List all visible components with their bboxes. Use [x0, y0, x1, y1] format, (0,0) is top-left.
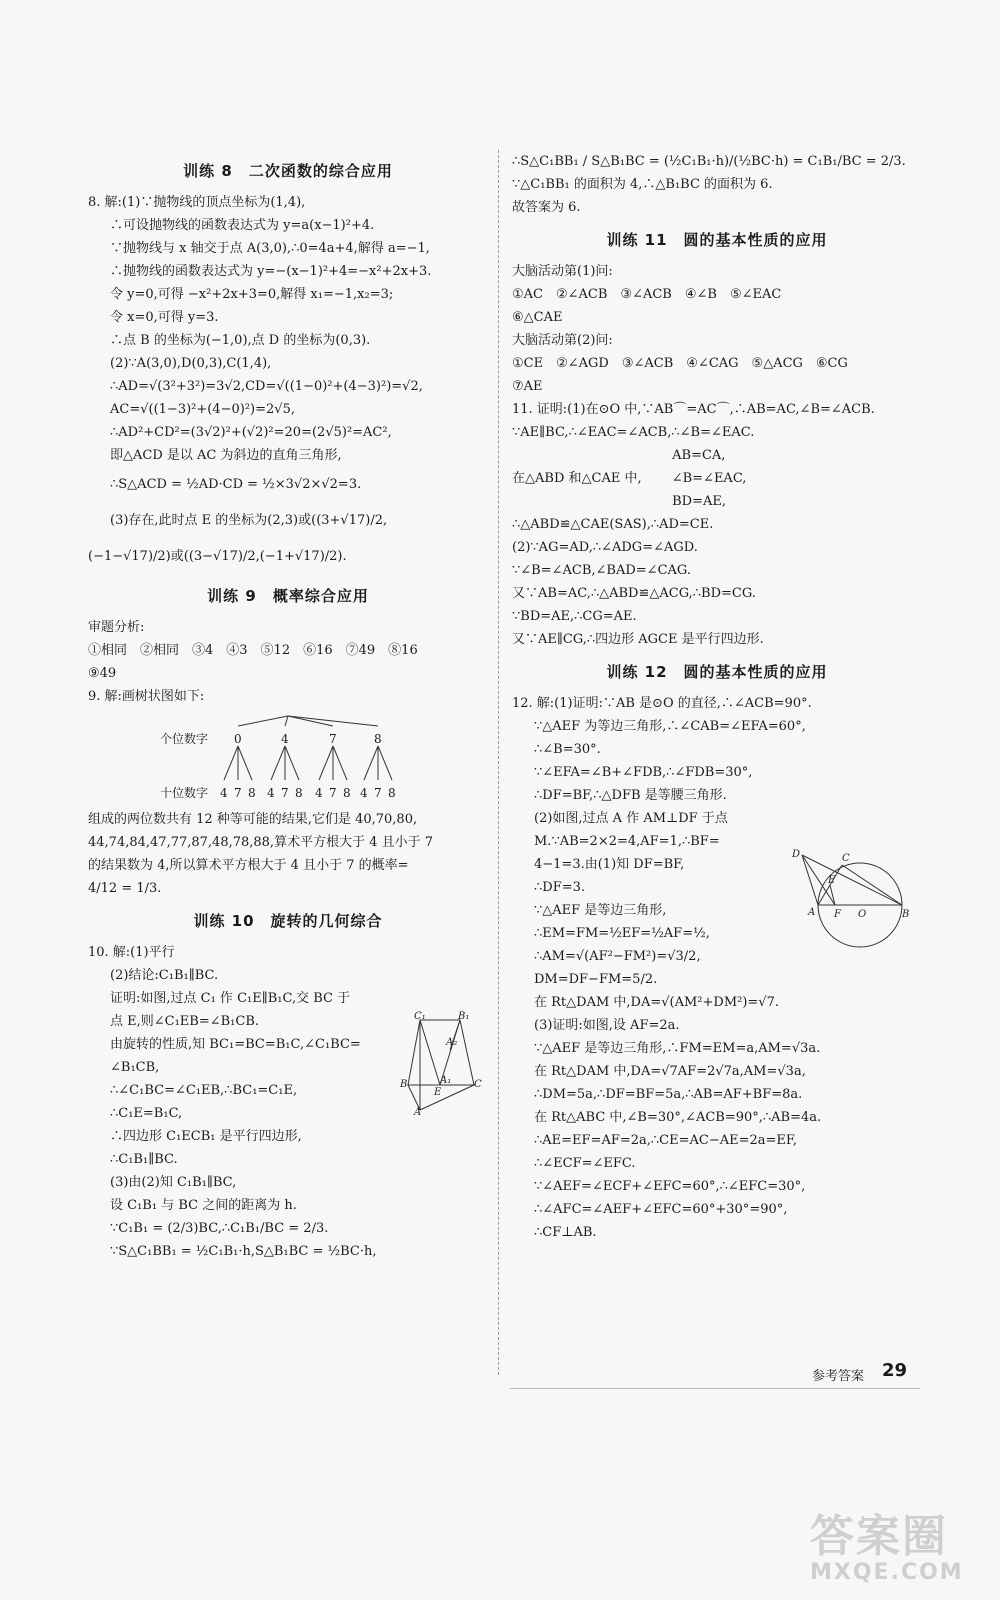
- tree-bottom-node: 8: [388, 786, 396, 800]
- text-line: ∵S△C₁BB₁ = ½C₁B₁·h,S△B₁BC = ½BC·h,: [110, 1244, 377, 1259]
- tree-diagram: [88, 712, 488, 804]
- tree-bottom-node: 8: [295, 786, 303, 800]
- tree-bottom-node: 4: [360, 786, 368, 800]
- figure-point-label: A₁: [440, 1075, 452, 1086]
- text-line: ∴点 B 的坐标为(−1,0),点 D 的坐标为(0,3).: [110, 333, 371, 348]
- watermark: [810, 1500, 964, 1585]
- figure-point-label: A: [414, 1107, 422, 1118]
- text-line: ⑥△CAE: [512, 310, 563, 325]
- text-line: ①相同 ②相同 ③4 ④3 ⑤12 ⑥16 ⑦49 ⑧16: [88, 643, 418, 658]
- text-line: 9. 解:画树状图如下:: [88, 689, 205, 704]
- section-title-12: 训练 12 圆的基本性质的应用: [606, 663, 828, 681]
- text-line: ∵抛物线与 x 轴交于点 A(3,0),∴0=4a+4,解得 a=−1,: [110, 241, 430, 256]
- section-10-continued: [512, 150, 922, 219]
- right-column: [512, 150, 922, 1244]
- tree-top-node: 4: [281, 732, 289, 746]
- figure-point-label: B: [400, 1079, 408, 1090]
- text-line: (2)∵AG=AD,∴∠ADG=∠AGD.: [512, 540, 698, 555]
- text-line: ①CE ②∠AGD ③∠ACB ④∠CAG ⑤△ACG ⑥CG: [512, 356, 848, 371]
- text-line: M.∵AB=2×2=4,AF=1,∴BF=: [534, 834, 720, 849]
- text-line: 故答案为 6.: [512, 200, 581, 215]
- tree-bottom-label: 十位数字: [160, 786, 209, 800]
- text-line: ∵∠EFA=∠B+∠FDB,∴∠FDB=30°,: [534, 765, 753, 780]
- text-line: 大脑活动第(1)问:: [512, 264, 613, 279]
- text-line: ∴∠C₁BC=∠C₁EB,∴BC₁=C₁E,: [110, 1083, 298, 1098]
- text-line: ∴AD²+CD²=(3√2)²+(√2)²=20=(2√5)²=AC²,: [110, 425, 392, 440]
- text-line: AC=√((1−3)²+(4−0)²)=2√5,: [110, 402, 295, 417]
- figure-point-label: D: [792, 849, 801, 860]
- circle-figure: [790, 845, 910, 945]
- figure-point-label: E: [828, 875, 836, 886]
- text-line: ∴DF=3.: [534, 880, 586, 895]
- figure-point-label: B: [902, 909, 910, 920]
- text-line: 11. 证明:(1)在⊙O 中,∵AB⌒=AC⌒,∴AB=AC,∠B=∠ACB.: [512, 402, 875, 417]
- text-line: ⑦AE: [512, 379, 543, 394]
- q3-line-1: (3)存在,此时点 E 的坐标为(2,3)或((3+√17)/2,: [110, 513, 388, 528]
- text-line: 证明:如图,过点 C₁ 作 C₁E∥B₁C,交 BC 于: [110, 991, 351, 1006]
- figure-point-label: O: [858, 909, 867, 920]
- text-line: ∴抛物线的函数表达式为 y=−(x−1)²+4=−x²+2x+3.: [110, 264, 432, 279]
- figure-point-label: A₂: [446, 1037, 458, 1048]
- text-line: ∴AD=√(3²+3²)=3√2,CD=√((1−0)²+(4−3)²)=√2,: [110, 379, 423, 394]
- text-line: ∴AM=√(AF²−FM²)=√3/2,: [534, 949, 701, 964]
- text-line: 4/12 = 1/3.: [88, 881, 162, 896]
- tree-bottom-node: 7: [374, 786, 382, 800]
- area-line: ∴S△ACD = ½AD·CD = ½×3√2×√2=3.: [110, 477, 362, 492]
- text-line: ∵△AEF 是等边三角形,∴FM=EM=a,AM=√3a.: [534, 1041, 821, 1056]
- q3-line-2: (−1−√17)/2)或((3−√17)/2,(−1+√17)/2).: [88, 549, 347, 564]
- text-line: 即△ACD 是以 AC 为斜边的直角三角形,: [110, 448, 342, 463]
- figure-point-label: C: [474, 1079, 482, 1090]
- text-line: 令 x=0,可得 y=3.: [110, 310, 219, 325]
- column-divider: [498, 150, 499, 1375]
- figure-point-label: A: [808, 907, 816, 918]
- text-line: ∵AE∥BC,∴∠EAC=∠ACB,∴∠B=∠EAC.: [512, 425, 755, 440]
- text-line: ∵∠AEF=∠ECF+∠EFC=60°,∴∠EFC=30°,: [534, 1179, 806, 1194]
- tree-bottom-node: 4: [315, 786, 323, 800]
- text-line: 又∵AB=AC,∴△ABD≌△ACG,∴BD=CG.: [512, 586, 756, 601]
- tree-bottom-node: 4: [220, 786, 228, 800]
- text-line: ∵BD=AE,∴CG=AE.: [512, 609, 637, 624]
- section-12-body: [512, 692, 922, 1244]
- page-number: 29: [882, 1360, 908, 1381]
- tree-top-label: 个位数字: [160, 732, 209, 746]
- text-line: (3)证明:如图,设 AF=2a.: [534, 1018, 680, 1033]
- text-line: ∴CF⊥AB.: [534, 1225, 597, 1240]
- section-11-body: [512, 260, 922, 651]
- figure-point-label: E: [434, 1087, 442, 1098]
- section-title-10: 训练 10 旋转的几何综合: [193, 912, 383, 930]
- text-line: ∵△AEF 是等边三角形,: [534, 903, 667, 918]
- text-line: 组成的两位数共有 12 种等可能的结果,它们是 40,70,80,: [88, 812, 418, 827]
- tree-top-node: 0: [234, 732, 242, 746]
- text-line: 设 C₁B₁ 与 BC 之间的距离为 h.: [110, 1198, 297, 1213]
- text-line: ∴S△C₁BB₁ / S△B₁BC = (½C₁B₁·h)/(½BC·h) = C₁B₁/BC = 2/3.: [512, 154, 906, 169]
- text-line: BD=AE,: [512, 494, 727, 509]
- text-line: DM=DF−FM=5/2.: [534, 972, 658, 987]
- tree-bottom-node: 7: [234, 786, 242, 800]
- text-line: 12. 解:(1)证明:∵AB 是⊙O 的直径,∴∠ACB=90°.: [512, 696, 812, 711]
- figure-point-label: F: [834, 909, 841, 920]
- text-line: (2)如图,过点 A 作 AM⊥DF 于点: [534, 811, 728, 826]
- text-line: 在 Rt△DAM 中,DA=√(AM²+DM²)=√7.: [534, 995, 779, 1010]
- text-line: 在△ABD 和△CAE 中, ∠B=∠EAC,: [512, 471, 747, 486]
- text-line: (3)由(2)知 C₁B₁∥BC,: [110, 1175, 237, 1190]
- text-line: 大脑活动第(2)问:: [512, 333, 613, 348]
- text-line: ∵△C₁BB₁ 的面积为 4,∴△B₁BC 的面积为 6.: [512, 177, 773, 192]
- text-line: 的结果数为 4,所以算术平方根大于 4 且小于 7 的概率=: [88, 858, 409, 873]
- text-line: ∴∠AFC=∠AEF+∠EFC=60°+30°=90°,: [534, 1202, 788, 1217]
- text-line: ∴DM=5a,∴DF=BF=5a,∴AB=AF+BF=8a.: [534, 1087, 803, 1102]
- text-line: AB=CA,: [512, 448, 726, 463]
- section-9-conclusion: [88, 808, 488, 900]
- text-line: 10. 解:(1)平行: [88, 945, 175, 960]
- text-line: ∴△ABD≌△CAE(SAS),∴AD=CE.: [512, 517, 714, 532]
- text-line: (2)结论:C₁B₁∥BC.: [110, 968, 219, 983]
- watermark-url: MXQE.COM: [810, 1560, 964, 1585]
- rotation-figure: [400, 1011, 482, 1118]
- text-line: ∵C₁B₁ = (2/3)BC,∴C₁B₁/BC = 2/3.: [110, 1221, 329, 1236]
- text-line: 点 E,则∠C₁EB=∠B₁CB.: [110, 1014, 260, 1029]
- figure-point-label: B₁: [458, 1011, 470, 1022]
- text-line: 4−1=3.由(1)知 DF=BF,: [534, 857, 685, 872]
- text-line: 在 Rt△DAM 中,DA=√7AF=2√7a,AM=√3a,: [534, 1064, 806, 1079]
- text-line: ∴C₁E=B₁C,: [110, 1106, 183, 1121]
- text-line: (2)∵A(3,0),D(0,3),C(1,4),: [110, 356, 272, 371]
- footer-label: 参考答案: [812, 1369, 865, 1384]
- text-line: ∵△AEF 为等边三角形,∴∠CAB=∠EFA=60°,: [534, 719, 806, 734]
- text-line: ∴四边形 C₁ECB₁ 是平行四边形,: [110, 1129, 302, 1144]
- text-line: ∴∠ECF=∠EFC.: [534, 1156, 636, 1171]
- text-line: ∴C₁B₁∥BC.: [110, 1152, 178, 1167]
- text-line: ∴EM=FM=½EF=½AF=½,: [534, 926, 710, 941]
- section-title-8: 训练 8 二次函数的综合应用: [183, 162, 393, 180]
- text-line: ∴∠B=30°.: [534, 742, 601, 757]
- tree-bottom-node: 4: [267, 786, 275, 800]
- figure-point-label: C: [842, 853, 850, 864]
- watermark-text: 答案圈: [810, 1511, 948, 1562]
- tree-bottom-node: 8: [248, 786, 256, 800]
- section-9-body: [88, 616, 488, 708]
- text-line: 审题分析:: [88, 620, 145, 635]
- text-line: ∴可设抛物线的函数表达式为 y=a(x−1)²+4.: [110, 218, 375, 233]
- text-line: 由旋转的性质,知 BC₁=BC=B₁C,∠C₁BC=: [110, 1037, 361, 1052]
- text-line: ①AC ②∠ACB ③∠ACB ④∠B ⑤∠EAC: [512, 287, 782, 302]
- tree-bottom-node: 8: [343, 786, 351, 800]
- section-title-9: 训练 9 概率综合应用: [207, 587, 369, 605]
- text-line: 8. 解:(1)∵抛物线的顶点坐标为(1,4),: [88, 195, 306, 210]
- tree-bottom-node: 7: [281, 786, 289, 800]
- text-line: ∵∠B=∠ACB,∠BAD=∠CAG.: [512, 563, 691, 578]
- section-title-11: 训练 11 圆的基本性质的应用: [606, 231, 828, 249]
- footer-rule: [510, 1388, 920, 1389]
- text-line: 44,74,84,47,77,87,48,78,88,算术平方根大于 4 且小于 7: [88, 835, 434, 850]
- section-8-body: [88, 191, 488, 467]
- text-line: ∴DF=BF,∴△DFB 是等腰三角形.: [534, 788, 727, 803]
- text-line: 在 Rt△ABC 中,∠B=30°,∠ACB=90°,∴AB=4a.: [534, 1110, 822, 1125]
- text-line: ∠B₁CB,: [110, 1060, 160, 1075]
- text-line: ⑨49: [88, 666, 117, 681]
- text-line: 令 y=0,可得 −x²+2x+3=0,解得 x₁=−1,x₂=3;: [110, 287, 394, 302]
- tree-top-node: 7: [329, 732, 337, 746]
- tree-bottom-node: 7: [329, 786, 337, 800]
- figure-point-label: C₁: [414, 1011, 426, 1022]
- text-line: 又∵AE∥CG,∴四边形 AGCE 是平行四边形.: [512, 632, 764, 647]
- text-line: ∴AE=EF=AF=2a,∴CE=AC−AE=2a=EF,: [534, 1133, 798, 1148]
- tree-top-node: 8: [374, 732, 382, 746]
